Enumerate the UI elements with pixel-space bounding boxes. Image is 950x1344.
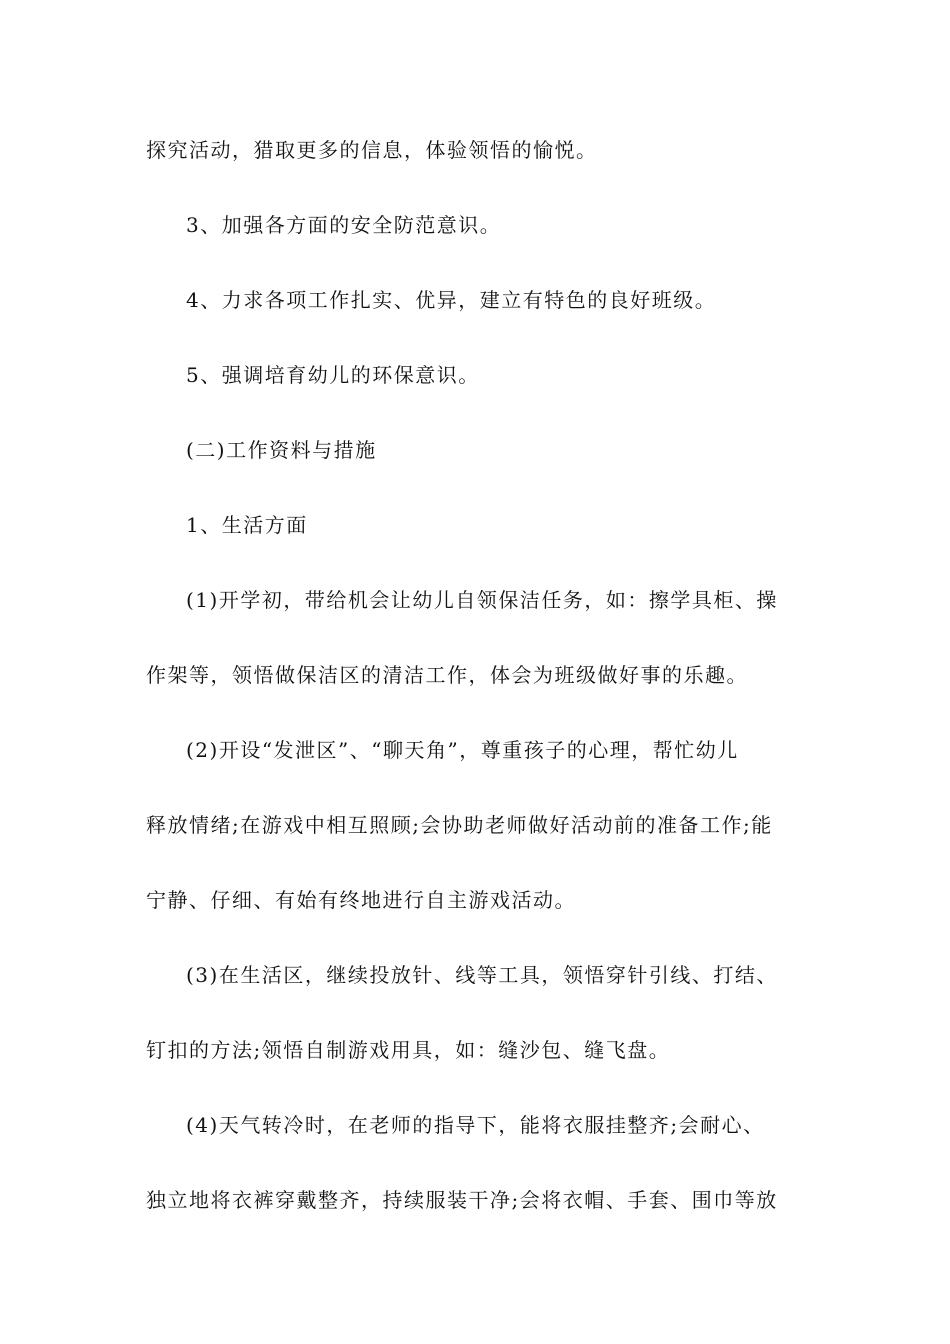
text-line: 作架等，领悟做保洁区的清洁工作，体会为班级做好事的乐趣。 xyxy=(146,663,748,687)
text-line: (2)开设“发泄区”、“聊天角”，尊重孩子的心理，帮忙幼儿 xyxy=(186,738,739,762)
text-line: 3、加强各方面的安全防范意识。 xyxy=(186,213,502,237)
text-line: (3)在生活区，继续投放针、线等工具，领悟穿针引线、打结、 xyxy=(186,963,778,987)
text-line: 释放情绪;在游戏中相互照顾;会协助老师做好活动前的准备工作;能 xyxy=(146,813,773,837)
text-line: 探究活动，猎取更多的信息，体验领悟的愉悦。 xyxy=(146,138,598,162)
text-line: (4)天气转冷时，在老师的指导下，能将衣服挂整齐;会耐心、 xyxy=(186,1113,765,1137)
section-heading: (二)工作资料与措施 xyxy=(186,438,377,462)
text-line: 宁静、仔细、有始有终地进行自主游戏活动。 xyxy=(146,888,576,912)
text-line: 钉扣的方法;领悟自制游戏用具，如：缝沙包、缝飞盘。 xyxy=(146,1038,671,1062)
subsection-heading: 1、生活方面 xyxy=(186,513,308,537)
text-line: 4、力求各项工作扎实、优异，建立有特色的良好班级。 xyxy=(186,288,717,312)
text-line: 独立地将衣裤穿戴整齐，持续服装干净;会将衣帽、手套、围巾等放 xyxy=(146,1188,778,1212)
text-line: (1)开学初，带给机会让幼儿自领保洁任务，如：擦学具柜、操 xyxy=(186,588,778,612)
text-line: 5、强调培育幼儿的环保意识。 xyxy=(186,363,480,387)
